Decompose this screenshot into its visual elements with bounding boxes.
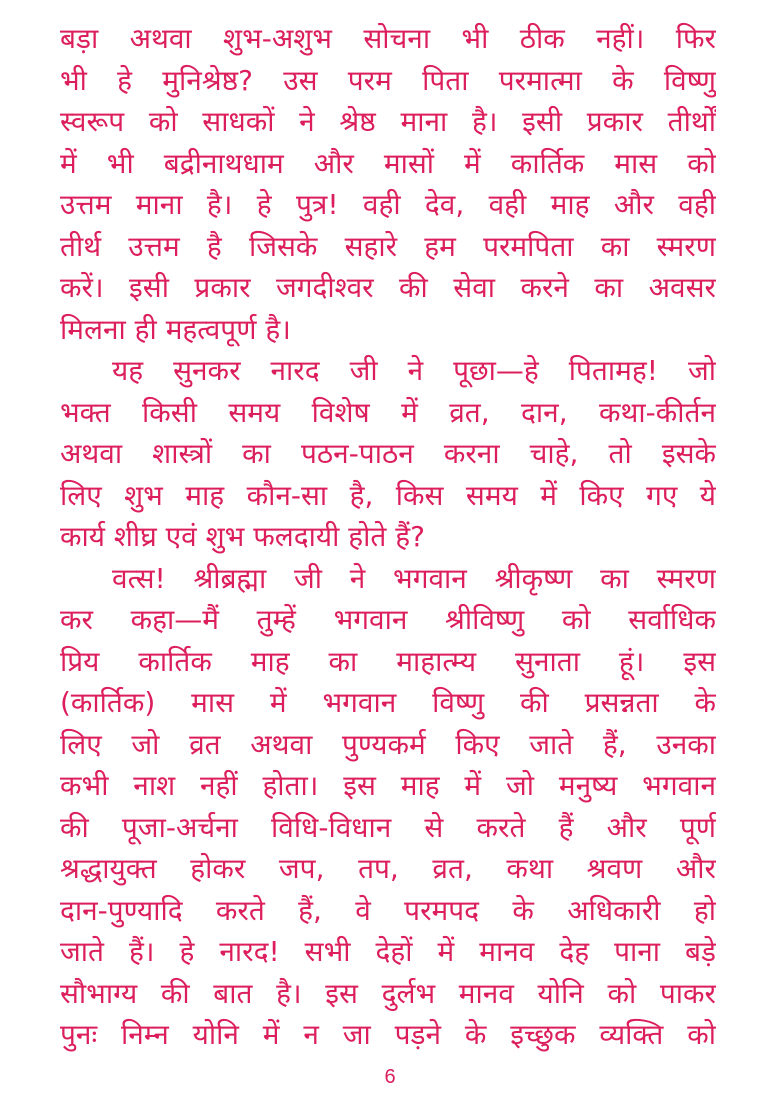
text-line: प्रिय कार्तिक माह का माहात्म्य सुनाता हूं। इस bbox=[60, 644, 716, 678]
text-line: बड़ा अथवा शुभ-अशुभ सोचना भी ठीक नहीं। फिर bbox=[60, 22, 716, 55]
text-line: उत्तम माना है। हे पुत्र! वही देव, वही माह और वही bbox=[60, 188, 716, 221]
text-line: अथवा शास्त्रों का पठन-पाठन करना चाहे, तो इसके bbox=[60, 437, 716, 470]
text-line: जाते हैं। हे नारद! सभी देहों में मानव देह पाना बड़े bbox=[60, 935, 716, 968]
text-line: की पूजा-अर्चना विधि-विधान से करते हैं और पूर्ण bbox=[60, 810, 716, 844]
text-line: तीर्थ उत्तम है जिसके सहारे हम परमपिता का स्मरण bbox=[60, 229, 716, 263]
text-line: (कार्तिक) मास में भगवान विष्णु की प्रसन्नता के bbox=[60, 686, 716, 719]
text-line: सौभाग्य की बात है। इस दुर्लभ मानव योनि को पाकर bbox=[60, 976, 716, 1010]
text-line: दान-पुण्यादि करते हैं, वे परमपद के अधिकारी हो bbox=[60, 893, 716, 927]
text-line: कार्य शीघ्र एवं शुभ फलदायी होते हैं? bbox=[60, 520, 426, 553]
text-line: स्वरूप को साधकों ने श्रेष्ठ माना है। इसी प्रकार तीर्थों bbox=[60, 105, 716, 138]
text-line: वत्स! श्रीब्रह्मा जी ने भगवान श्रीकृष्ण का स्मरण bbox=[112, 561, 716, 595]
text-line: करें। इसी प्रकार जगदीश्वर की सेवा करने का अवसर bbox=[60, 271, 716, 304]
text-line: भी हे मुनिश्रेष्ठ? उस परम पिता परमात्मा के विष्णु bbox=[60, 63, 716, 97]
text-line: लिए जो व्रत अथवा पुण्यकर्म किए जाते हैं, उनका bbox=[60, 727, 716, 761]
text-line: लिए शुभ माह कौन-सा है, किस समय में किए गए ये bbox=[60, 478, 716, 512]
text-line: कभी नाश नहीं होता। इस माह में जो मनुष्य भगवान bbox=[60, 769, 716, 802]
text-line: यह सुनकर नारद जी ने पूछा—हे पितामह! जो bbox=[112, 354, 716, 387]
page-number: 6 bbox=[384, 1066, 396, 1088]
body-text bbox=[60, 18, 716, 1056]
text-line: मिलना ही महत्वपूर्ण है। bbox=[60, 312, 291, 346]
text-line: में भी बद्रीनाथधाम और मासों में कार्तिक मास को bbox=[60, 146, 716, 180]
text-line: भक्त किसी समय विशेष में व्रत, दान, कथा-कीर्तन bbox=[60, 395, 716, 429]
text-line: कर कहा—मैं तुम्हें भगवान श्रीविष्णु को सर्वाधिक bbox=[60, 603, 716, 636]
text-line: पुनः निम्न योनि में न जा पड़ने के इच्छुक व्यक्ति को bbox=[60, 1018, 716, 1051]
text-line: श्रद्धायुक्त होकर जप, तप, व्रत, कथा श्रवण और bbox=[60, 852, 716, 885]
